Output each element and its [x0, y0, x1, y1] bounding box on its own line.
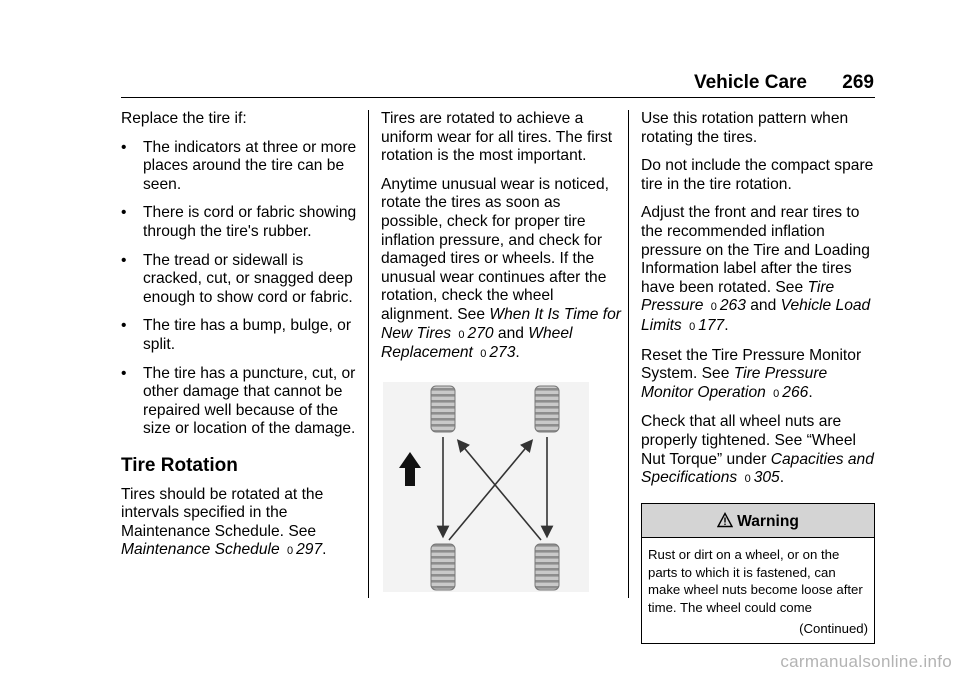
paragraph: Anytime unusual wear is noticed, rotate the tires as soon as possible, check for proper tire inflation pressure, and check for damaged tires or wheels. If the unusual wear continues after the rotation, check the wheel alignment. See When It Is Time for New Tires 0 270 and Wheel Replacement 0 273.: [381, 175, 621, 362]
column-divider-2: [628, 110, 629, 598]
warning-continued: (Continued): [799, 621, 868, 637]
replace-intro: Replace the tire if:: [121, 110, 247, 127]
link-tpms-operation[interactable]: Tire Pressure Monitor Operation: [641, 365, 828, 401]
page-number: 269: [842, 72, 874, 93]
list-item: • The tire has a bump, bulge, or split.: [121, 317, 352, 353]
list-item: • The indicators at three or more places around the tire can be seen.: [121, 138, 357, 193]
page-ref-icon: 0: [458, 328, 465, 341]
warning-header: Warning: [642, 504, 874, 539]
tire-rotation-diagram: [383, 382, 589, 592]
page-header: [694, 72, 874, 94]
column-3: [641, 110, 877, 644]
paragraph: Tires are rotated to achieve a uniform wear for all tires. The first rotation is the most important.: [381, 110, 613, 165]
page-ref-icon: 0: [287, 545, 294, 558]
page-ref-icon: 0: [773, 387, 780, 400]
tire-icon: [431, 386, 455, 432]
warning-icon: [717, 512, 733, 528]
list-item: • The tread or sidewall is cracked, cut, or snagged deep enough to show cord or fabric.: [121, 251, 353, 306]
list-item: • The tire has a puncture, cut, or other damage that cannot be repaired well because of the size or location of the damage.: [121, 364, 356, 438]
paragraph: Check that all wheel nuts are properly tightened. See “Wheel Nut Torque” under Capacities and Specifications 0 305.: [641, 413, 874, 487]
section-title: Vehicle Care: [693, 72, 808, 93]
page-ref-icon: 0: [689, 320, 696, 333]
paragraph: Adjust the front and rear tires to the recommended inflation pressure on the Tire and Loading Information label after the tires have been rotated. See Tire Pressure 0 263 and Vehicle Load Limits 0 177.: [641, 204, 871, 334]
link-new-tires[interactable]: When It Is Time for New Tires: [381, 305, 621, 342]
header-rule: [121, 97, 875, 98]
paragraph: Do not include the compact spare tire in the tire rotation.: [641, 157, 874, 193]
column-2: [381, 110, 621, 592]
tire-icon: [535, 386, 559, 432]
link-wheel-replacement[interactable]: Wheel Replacement: [381, 324, 573, 362]
column-1: [121, 110, 357, 571]
link-capacities-specifications[interactable]: Capacities and Specifications: [641, 450, 874, 487]
link-tire-pressure[interactable]: Tire Pressure: [641, 278, 835, 315]
page-ref-icon: 0: [710, 301, 717, 314]
paragraph: Reset the Tire Pressure Monitor System. See Tire Pressure Monitor Operation 0 266.: [641, 346, 862, 401]
warning-text: Rust or dirt on a wheel, or on the parts to which it is fastened, can make wheel nuts become loose after time. The wheel could come: [648, 547, 863, 615]
paragraph: Use this rotation pattern when rotating the tires.: [641, 110, 849, 146]
column-divider-1: [368, 110, 369, 598]
section-heading: Tire Rotation: [121, 454, 238, 476]
page-ref-icon: 0: [480, 348, 487, 361]
link-vehicle-load-limits[interactable]: Vehicle Load Limits: [641, 297, 871, 334]
link-maintenance-schedule[interactable]: Maintenance Schedule: [121, 541, 280, 559]
warning-box: [641, 503, 875, 644]
tire-icon: [535, 544, 559, 590]
list-item: • There is cord or fabric showing through the tire's rubber.: [121, 204, 357, 240]
rotation-paragraph: Tires should be rotated at the intervals specified in the Maintenance Schedule. See Maintenance Schedule 0 297.: [121, 485, 327, 559]
tire-icon: [431, 544, 455, 590]
page-ref-icon: 0: [744, 473, 751, 486]
watermark: carmanualsonline.info: [780, 652, 952, 671]
